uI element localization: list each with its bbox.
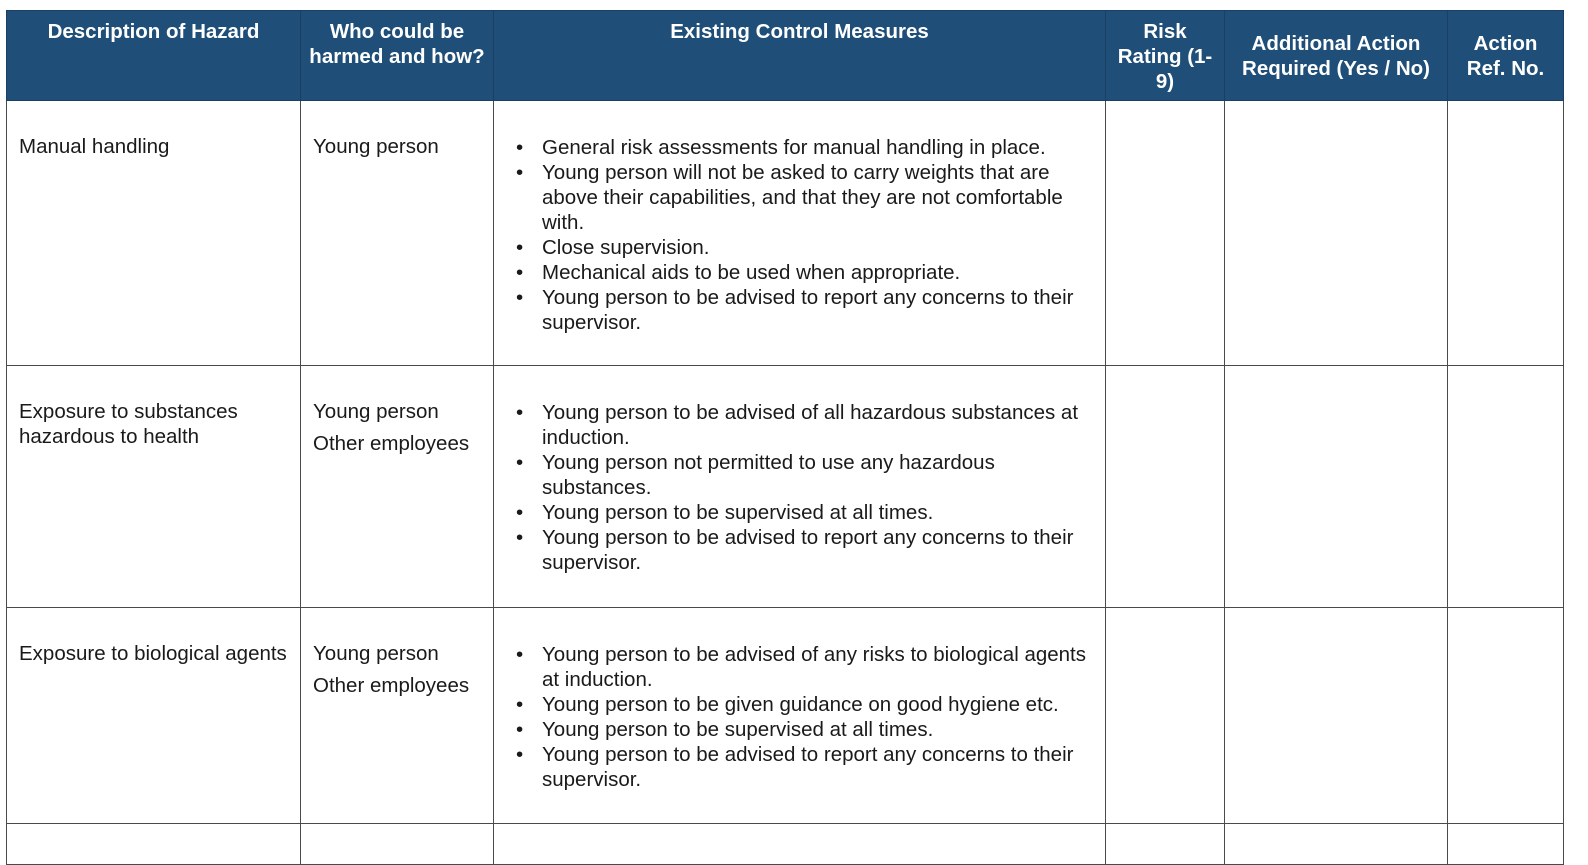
- list-item: [516, 400, 1095, 450]
- list-item: [516, 135, 1095, 160]
- header-measures: Existing Control Measures: [494, 11, 1106, 101]
- bullet-icon: •: [516, 261, 524, 284]
- hazard-description: Exposure to biological agents: [19, 642, 287, 665]
- additional-action-cell: [1225, 824, 1448, 865]
- action-ref-cell: [1448, 824, 1564, 865]
- who-item: Young person: [313, 400, 439, 423]
- header-action-ref: Action Ref. No.: [1448, 11, 1564, 101]
- bullet-icon: •: [516, 501, 524, 524]
- action-ref-cell: [1448, 608, 1564, 824]
- who-cell: [301, 608, 494, 824]
- who-item: Other employees: [313, 432, 470, 455]
- table-row: [7, 366, 1564, 608]
- measure-text: Young person to be advised of any risks to biological agents at induction.: [542, 643, 1086, 691]
- measure-text: Young person to be advised to report any concerns to their supervisor.: [542, 526, 1074, 574]
- bullet-icon: •: [516, 451, 524, 474]
- bullet-icon: •: [516, 401, 524, 424]
- hazard-cell: [7, 608, 301, 824]
- bullet-icon: •: [516, 136, 524, 159]
- measure-text: Young person to be advised to report any concerns to their supervisor.: [542, 743, 1074, 791]
- risk-rating-cell: [1106, 101, 1225, 366]
- list-item: [516, 717, 1095, 742]
- additional-action-cell: [1225, 608, 1448, 824]
- hazard-cell: [7, 824, 301, 865]
- who-cell: [301, 101, 494, 366]
- bullet-icon: •: [516, 236, 524, 259]
- who-item: Young person: [313, 135, 439, 158]
- risk-rating-cell: [1106, 366, 1225, 608]
- control-measures-list: [494, 366, 1105, 575]
- list-item: [516, 692, 1095, 717]
- measure-text: Young person to be given guidance on good hygiene etc.: [542, 693, 1059, 716]
- header-row: [7, 11, 1564, 101]
- measure-text: Young person not permitted to use any hazardous substances.: [542, 451, 995, 499]
- who-item: Other employees: [313, 674, 470, 697]
- measures-cell: [494, 101, 1106, 366]
- header-description: Description of Hazard: [7, 11, 301, 101]
- hazard-description: Exposure to substances hazardous to health: [19, 400, 238, 448]
- table-row: [7, 824, 1564, 865]
- hazard-cell: [7, 366, 301, 608]
- header-additional-action: Additional Action Required (Yes / No): [1225, 11, 1448, 101]
- who-item: Young person: [313, 642, 439, 665]
- additional-action-cell: [1225, 101, 1448, 366]
- list-item: [516, 450, 1095, 500]
- who-cell: [301, 366, 494, 608]
- action-ref-cell: [1448, 101, 1564, 366]
- bullet-icon: •: [516, 743, 524, 766]
- measure-text: Young person to be supervised at all times.: [542, 501, 934, 524]
- list-item: [516, 160, 1095, 235]
- table-row: [7, 608, 1564, 824]
- action-ref-cell: [1448, 366, 1564, 608]
- header-risk-rating: Risk Rating (1-9): [1106, 11, 1225, 101]
- bullet-icon: •: [516, 643, 524, 666]
- measure-text: Young person will not be asked to carry weights that are above their capabilities, and that they are not comfortable with.: [542, 161, 1063, 234]
- list-item: [516, 500, 1095, 525]
- hazard-description: Manual handling: [19, 135, 170, 158]
- list-item: [516, 260, 1095, 285]
- who-cell: [301, 824, 494, 865]
- measure-text: Young person to be supervised at all times.: [542, 718, 934, 741]
- bullet-icon: •: [516, 718, 524, 741]
- measure-text: General risk assessments for manual handling in place.: [542, 136, 1046, 159]
- bullet-icon: •: [516, 526, 524, 549]
- measures-cell: [494, 608, 1106, 824]
- list-item: [516, 235, 1095, 260]
- bullet-icon: •: [516, 161, 524, 184]
- list-item: [516, 525, 1095, 575]
- table-row: [7, 101, 1564, 366]
- control-measures-list: [494, 608, 1105, 792]
- list-item: [516, 285, 1095, 335]
- measures-cell: [494, 824, 1106, 865]
- risk-rating-cell: [1106, 608, 1225, 824]
- bullet-icon: •: [516, 693, 524, 716]
- additional-action-cell: [1225, 366, 1448, 608]
- control-measures-list: [494, 101, 1105, 335]
- hazard-cell: [7, 101, 301, 366]
- bullet-icon: •: [516, 286, 524, 309]
- measure-text: Close supervision.: [542, 236, 710, 259]
- measure-text: Young person to be advised of all hazardous substances at induction.: [542, 401, 1079, 449]
- list-item: [516, 742, 1095, 792]
- risk-rating-cell: [1106, 824, 1225, 865]
- measure-text: Young person to be advised to report any concerns to their supervisor.: [542, 286, 1074, 334]
- list-item: [516, 642, 1095, 692]
- measures-cell: [494, 366, 1106, 608]
- header-who: Who could be harmed and how?: [301, 11, 494, 101]
- risk-assessment-table: [6, 10, 1564, 865]
- measure-text: Mechanical aids to be used when appropriate.: [542, 261, 961, 284]
